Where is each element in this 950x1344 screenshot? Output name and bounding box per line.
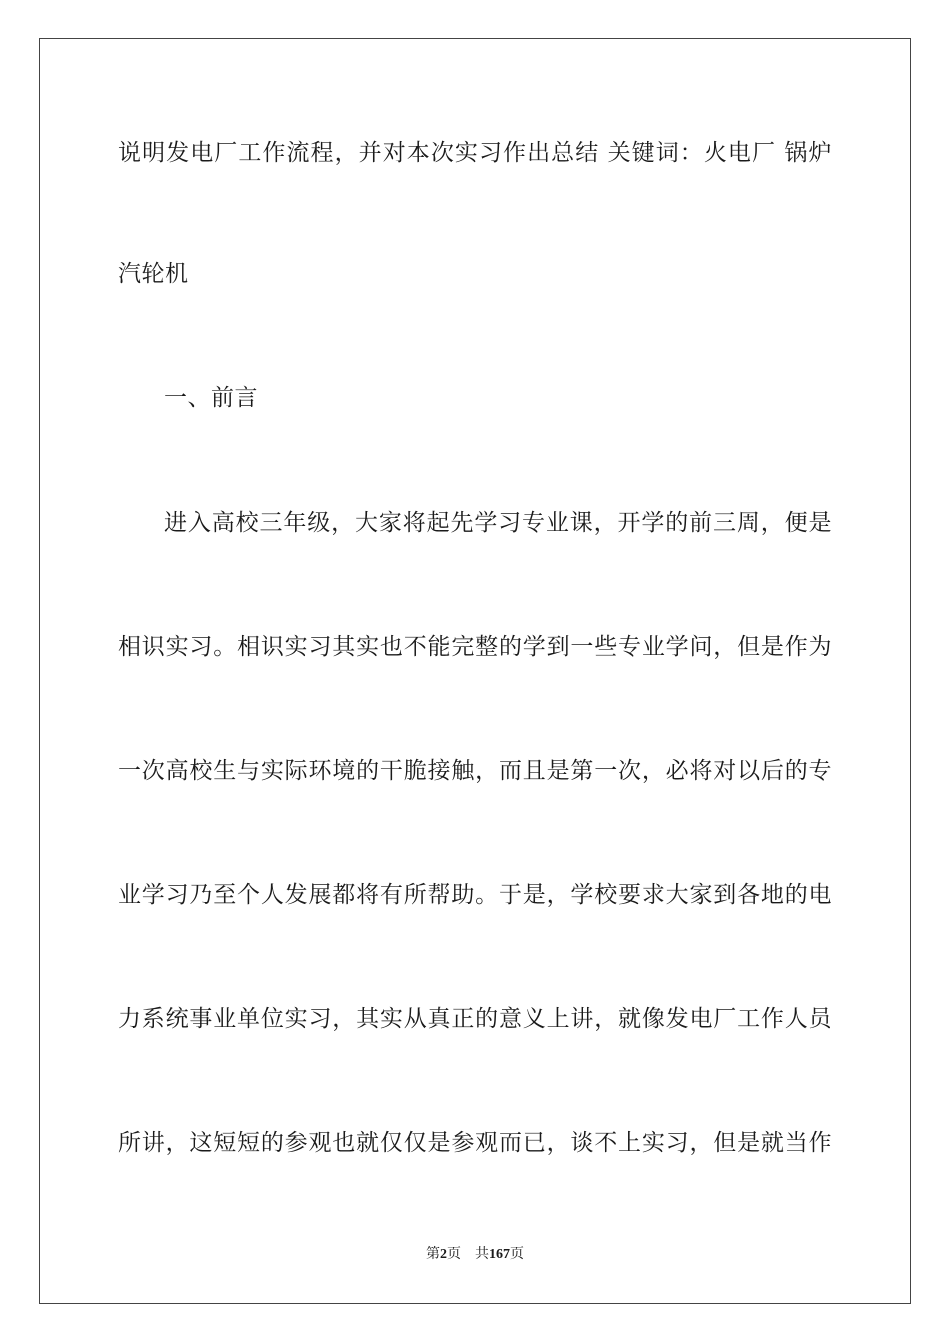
footer-total-suffix: 页 bbox=[510, 1247, 524, 1262]
page-border bbox=[39, 38, 911, 1304]
body-line-6: 业学习乃至个人发展都将有所帮助。于是，学校要求大家到各地的电 bbox=[118, 882, 832, 908]
footer-page-suffix: 页 bbox=[447, 1247, 461, 1262]
body-line-7: 力系统事业单位实习，其实从真正的意义上讲，就像发电厂工作人员 bbox=[118, 1006, 832, 1032]
section-heading-preface: 一、前言 bbox=[164, 385, 258, 411]
footer-page-number: 2 bbox=[440, 1247, 447, 1262]
body-line-4: 相识实习。相识实习其实也不能完整的学到一些专业学问，但是作为 bbox=[118, 634, 832, 660]
body-line-1: 说明发电厂工作流程，并对本次实习作出总结 关键词：火电厂 锅炉 bbox=[118, 140, 832, 166]
footer-total-pages: 167 bbox=[489, 1247, 510, 1262]
body-line-2: 汽轮机 bbox=[118, 261, 189, 287]
page-footer bbox=[0, 1245, 950, 1265]
footer-prefix: 第 bbox=[426, 1247, 440, 1262]
body-line-3: 进入高校三年级，大家将起先学习专业课，开学的前三周，便是 bbox=[164, 510, 832, 536]
body-line-5: 一次高校生与实际环境的干脆接触，而且是第一次，必将对以后的专 bbox=[118, 758, 832, 784]
footer-total-prefix: 共 bbox=[475, 1247, 489, 1262]
body-line-8: 所讲，这短短的参观也就仅仅是参观而已，谈不上实习，但是就当作 bbox=[118, 1130, 832, 1156]
